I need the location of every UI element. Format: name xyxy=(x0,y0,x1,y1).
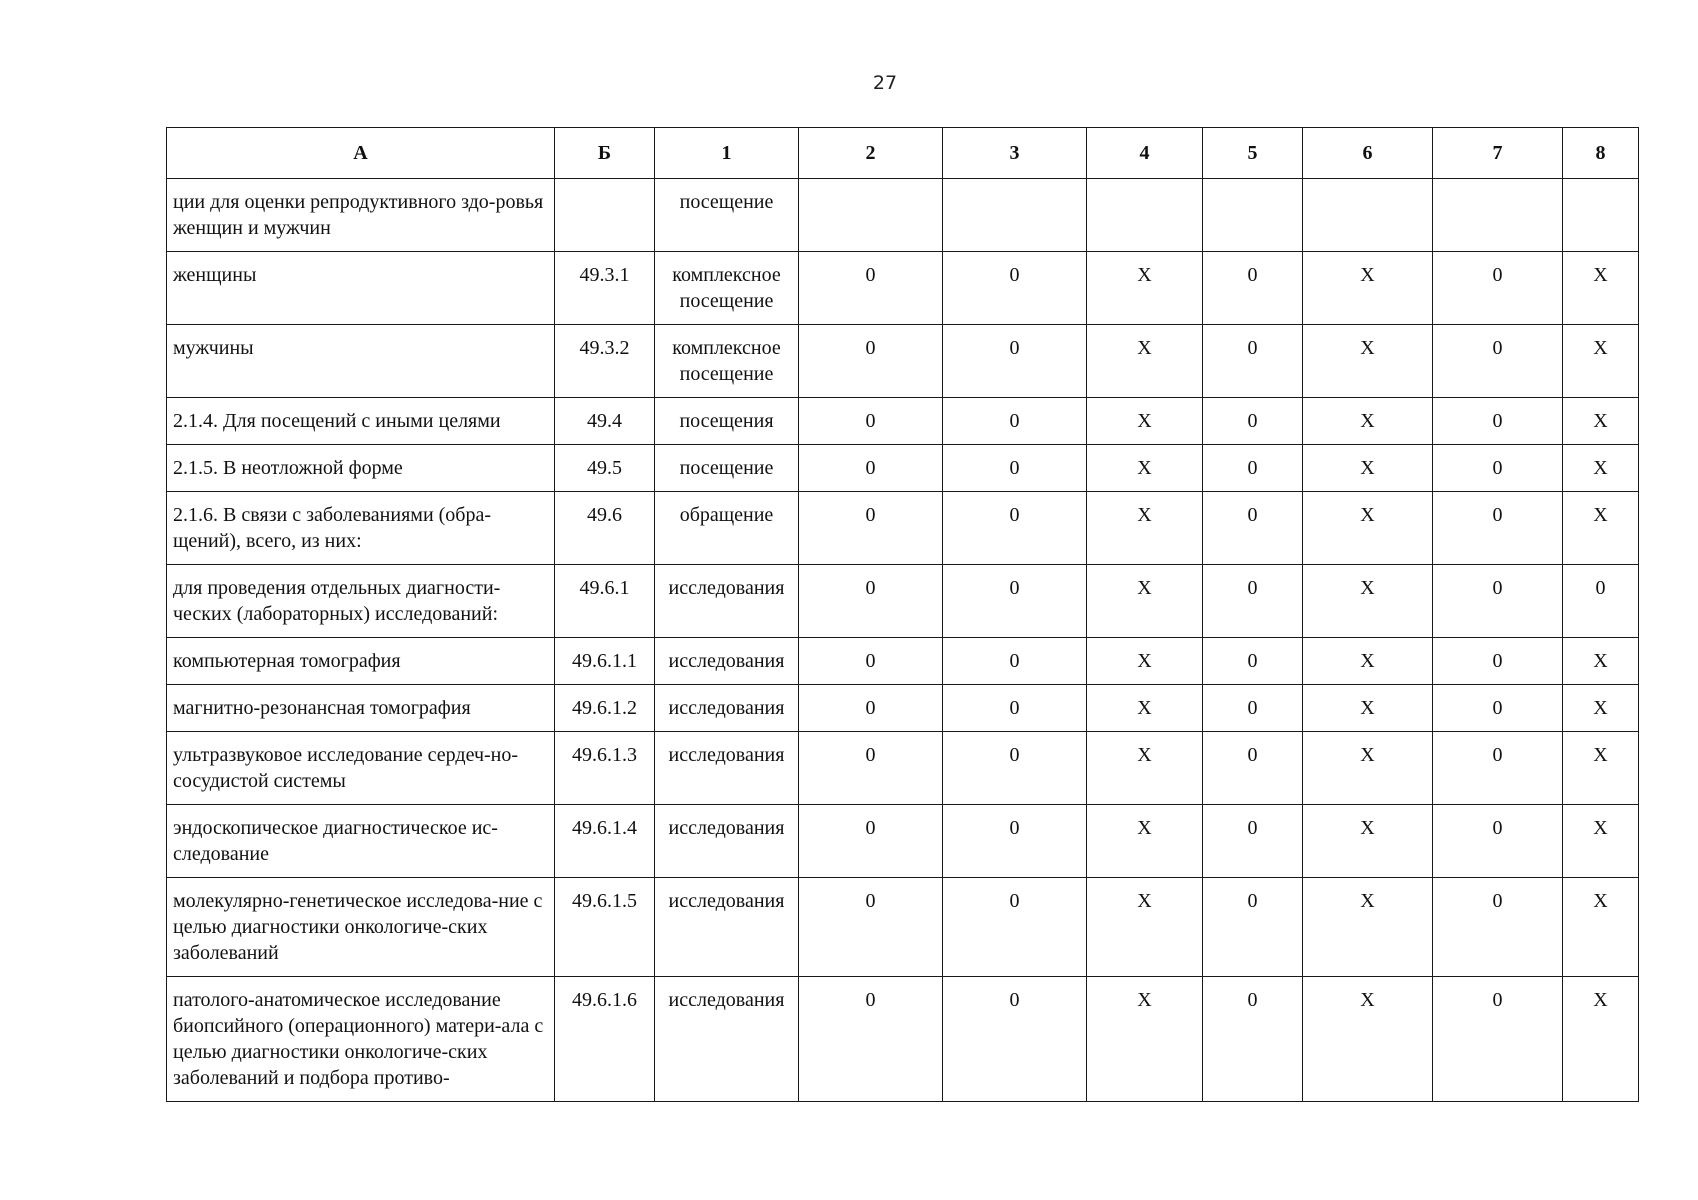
cell-col-6: X xyxy=(1303,977,1433,1102)
cell-unit: исследования xyxy=(655,732,799,805)
table-row xyxy=(167,685,1639,732)
table-row xyxy=(167,179,1639,252)
cell-col-8 xyxy=(1563,179,1639,252)
cell-col-4: X xyxy=(1087,565,1203,638)
cell-col-2: 0 xyxy=(799,398,943,445)
cell-col-7: 0 xyxy=(1433,805,1563,878)
cell-name: 2.1.5. В неотложной форме xyxy=(167,445,555,492)
cell-col-2 xyxy=(799,179,943,252)
header-cell: А xyxy=(167,128,555,179)
header-cell: Б xyxy=(555,128,655,179)
cell-col-6: X xyxy=(1303,445,1433,492)
cell-col-7 xyxy=(1433,179,1563,252)
cell-col-6: X xyxy=(1303,685,1433,732)
cell-code: 49.3.1 xyxy=(555,252,655,325)
cell-unit: исследования xyxy=(655,685,799,732)
cell-name: для проведения отдельных диагности-ческих (лабораторных) исследований: xyxy=(167,565,555,638)
cell-col-7: 0 xyxy=(1433,685,1563,732)
cell-col-6: X xyxy=(1303,732,1433,805)
header-cell: 3 xyxy=(943,128,1087,179)
cell-col-5: 0 xyxy=(1203,685,1303,732)
cell-col-8: 0 xyxy=(1563,565,1639,638)
cell-col-6: X xyxy=(1303,638,1433,685)
cell-col-2: 0 xyxy=(799,445,943,492)
cell-name: эндоскопическое диагностическое ис-следование xyxy=(167,805,555,878)
cell-col-4: X xyxy=(1087,732,1203,805)
cell-col-3: 0 xyxy=(943,878,1087,977)
cell-col-8: X xyxy=(1563,445,1639,492)
cell-col-7: 0 xyxy=(1433,977,1563,1102)
cell-col-2: 0 xyxy=(799,638,943,685)
cell-code: 49.5 xyxy=(555,445,655,492)
cell-col-8: X xyxy=(1563,732,1639,805)
cell-col-7: 0 xyxy=(1433,445,1563,492)
cell-col-4: X xyxy=(1087,252,1203,325)
cell-col-5: 0 xyxy=(1203,398,1303,445)
header-cell: 1 xyxy=(655,128,799,179)
table-row xyxy=(167,977,1639,1102)
cell-col-3: 0 xyxy=(943,805,1087,878)
cell-col-5: 0 xyxy=(1203,252,1303,325)
header-cell: 2 xyxy=(799,128,943,179)
cell-col-4: X xyxy=(1087,977,1203,1102)
cell-col-4: X xyxy=(1087,445,1203,492)
cell-col-4: X xyxy=(1087,685,1203,732)
cell-col-6: X xyxy=(1303,325,1433,398)
cell-name: мужчины xyxy=(167,325,555,398)
cell-name: молекулярно-генетическое исследова-ние с целью диагностики онкологиче-ских заболеваний xyxy=(167,878,555,977)
cell-col-6: X xyxy=(1303,878,1433,977)
cell-col-8: X xyxy=(1563,685,1639,732)
table-row xyxy=(167,492,1639,565)
cell-name: женщины xyxy=(167,252,555,325)
table-row xyxy=(167,565,1639,638)
cell-col-8: X xyxy=(1563,325,1639,398)
table-row xyxy=(167,252,1639,325)
header-cell: 8 xyxy=(1563,128,1639,179)
cell-col-3: 0 xyxy=(943,732,1087,805)
cell-col-4: X xyxy=(1087,638,1203,685)
cell-col-7: 0 xyxy=(1433,878,1563,977)
cell-col-3: 0 xyxy=(943,492,1087,565)
header-cell: 5 xyxy=(1203,128,1303,179)
cell-col-3: 0 xyxy=(943,398,1087,445)
cell-col-8: X xyxy=(1563,492,1639,565)
cell-col-5: 0 xyxy=(1203,492,1303,565)
cell-unit: посещения xyxy=(655,398,799,445)
table-row xyxy=(167,445,1639,492)
cell-col-7: 0 xyxy=(1433,732,1563,805)
cell-col-2: 0 xyxy=(799,325,943,398)
cell-unit: исследования xyxy=(655,878,799,977)
cell-col-3: 0 xyxy=(943,638,1087,685)
cell-col-2: 0 xyxy=(799,565,943,638)
cell-col-2: 0 xyxy=(799,492,943,565)
cell-col-5: 0 xyxy=(1203,445,1303,492)
table-row xyxy=(167,732,1639,805)
cell-col-7: 0 xyxy=(1433,565,1563,638)
table-header-row xyxy=(167,128,1639,179)
cell-col-4: X xyxy=(1087,492,1203,565)
cell-unit: посещение xyxy=(655,445,799,492)
cell-unit: исследования xyxy=(655,977,799,1102)
cell-col-2: 0 xyxy=(799,732,943,805)
cell-col-3: 0 xyxy=(943,977,1087,1102)
cell-col-6: X xyxy=(1303,252,1433,325)
cell-code: 49.3.2 xyxy=(555,325,655,398)
cell-col-5: 0 xyxy=(1203,805,1303,878)
cell-col-6: X xyxy=(1303,565,1433,638)
cell-col-7: 0 xyxy=(1433,252,1563,325)
cell-col-6 xyxy=(1303,179,1433,252)
cell-col-4: X xyxy=(1087,878,1203,977)
table-row xyxy=(167,325,1639,398)
cell-code: 49.6.1.2 xyxy=(555,685,655,732)
cell-col-3: 0 xyxy=(943,565,1087,638)
table-body xyxy=(167,179,1639,1102)
cell-col-2: 0 xyxy=(799,878,943,977)
cell-col-3: 0 xyxy=(943,685,1087,732)
cell-col-8: X xyxy=(1563,878,1639,977)
cell-col-6: X xyxy=(1303,492,1433,565)
table-row xyxy=(167,398,1639,445)
cell-unit: исследования xyxy=(655,565,799,638)
cell-col-5: 0 xyxy=(1203,638,1303,685)
cell-code: 49.6.1 xyxy=(555,565,655,638)
cell-code: 49.6.1.1 xyxy=(555,638,655,685)
data-table xyxy=(166,127,1639,1102)
cell-col-4: X xyxy=(1087,805,1203,878)
cell-col-3 xyxy=(943,179,1087,252)
cell-col-5: 0 xyxy=(1203,325,1303,398)
cell-name: компьютерная томография xyxy=(167,638,555,685)
cell-col-7: 0 xyxy=(1433,398,1563,445)
cell-col-8: X xyxy=(1563,252,1639,325)
table-row xyxy=(167,638,1639,685)
cell-unit: исследования xyxy=(655,638,799,685)
cell-col-5: 0 xyxy=(1203,977,1303,1102)
cell-code: 49.6.1.6 xyxy=(555,977,655,1102)
cell-col-2: 0 xyxy=(799,685,943,732)
cell-col-8: X xyxy=(1563,805,1639,878)
cell-unit: посещение xyxy=(655,179,799,252)
cell-code: 49.4 xyxy=(555,398,655,445)
cell-col-5: 0 xyxy=(1203,732,1303,805)
cell-code: 49.6 xyxy=(555,492,655,565)
cell-col-6: X xyxy=(1303,398,1433,445)
cell-col-5: 0 xyxy=(1203,565,1303,638)
cell-col-6: X xyxy=(1303,805,1433,878)
cell-code: 49.6.1.5 xyxy=(555,878,655,977)
cell-col-3: 0 xyxy=(943,445,1087,492)
cell-name: ультразвуковое исследование сердеч-но-сосудистой системы xyxy=(167,732,555,805)
cell-col-7: 0 xyxy=(1433,492,1563,565)
cell-col-8: X xyxy=(1563,977,1639,1102)
cell-col-4: X xyxy=(1087,398,1203,445)
cell-name: магнитно-резонансная томография xyxy=(167,685,555,732)
cell-col-8: X xyxy=(1563,638,1639,685)
cell-unit: комплексное посещение xyxy=(655,252,799,325)
cell-col-2: 0 xyxy=(799,805,943,878)
cell-col-5 xyxy=(1203,179,1303,252)
cell-col-7: 0 xyxy=(1433,325,1563,398)
cell-col-4 xyxy=(1087,179,1203,252)
cell-code xyxy=(555,179,655,252)
cell-col-7: 0 xyxy=(1433,638,1563,685)
cell-name: патолого-анатомическое исследование биопсийного (операционного) матери-ала с целью диагностики онкологиче-ских заболеваний и подбора противо- xyxy=(167,977,555,1102)
cell-col-2: 0 xyxy=(799,252,943,325)
cell-col-3: 0 xyxy=(943,325,1087,398)
cell-code: 49.6.1.4 xyxy=(555,805,655,878)
cell-col-8: X xyxy=(1563,398,1639,445)
cell-col-4: X xyxy=(1087,325,1203,398)
cell-unit: комплексное посещение xyxy=(655,325,799,398)
header-cell: 6 xyxy=(1303,128,1433,179)
header-cell: 7 xyxy=(1433,128,1563,179)
page-number: 27 xyxy=(872,72,898,94)
cell-name: 2.1.4. Для посещений с иными целями xyxy=(167,398,555,445)
header-cell: 4 xyxy=(1087,128,1203,179)
cell-unit: обращение xyxy=(655,492,799,565)
cell-unit: исследования xyxy=(655,805,799,878)
table-row xyxy=(167,805,1639,878)
cell-col-3: 0 xyxy=(943,252,1087,325)
table-row xyxy=(167,878,1639,977)
cell-name: 2.1.6. В связи с заболеваниями (обра-щений), всего, из них: xyxy=(167,492,555,565)
cell-name: ции для оценки репродуктивного здо-ровья женщин и мужчин xyxy=(167,179,555,252)
cell-col-2: 0 xyxy=(799,977,943,1102)
cell-code: 49.6.1.3 xyxy=(555,732,655,805)
cell-col-5: 0 xyxy=(1203,878,1303,977)
